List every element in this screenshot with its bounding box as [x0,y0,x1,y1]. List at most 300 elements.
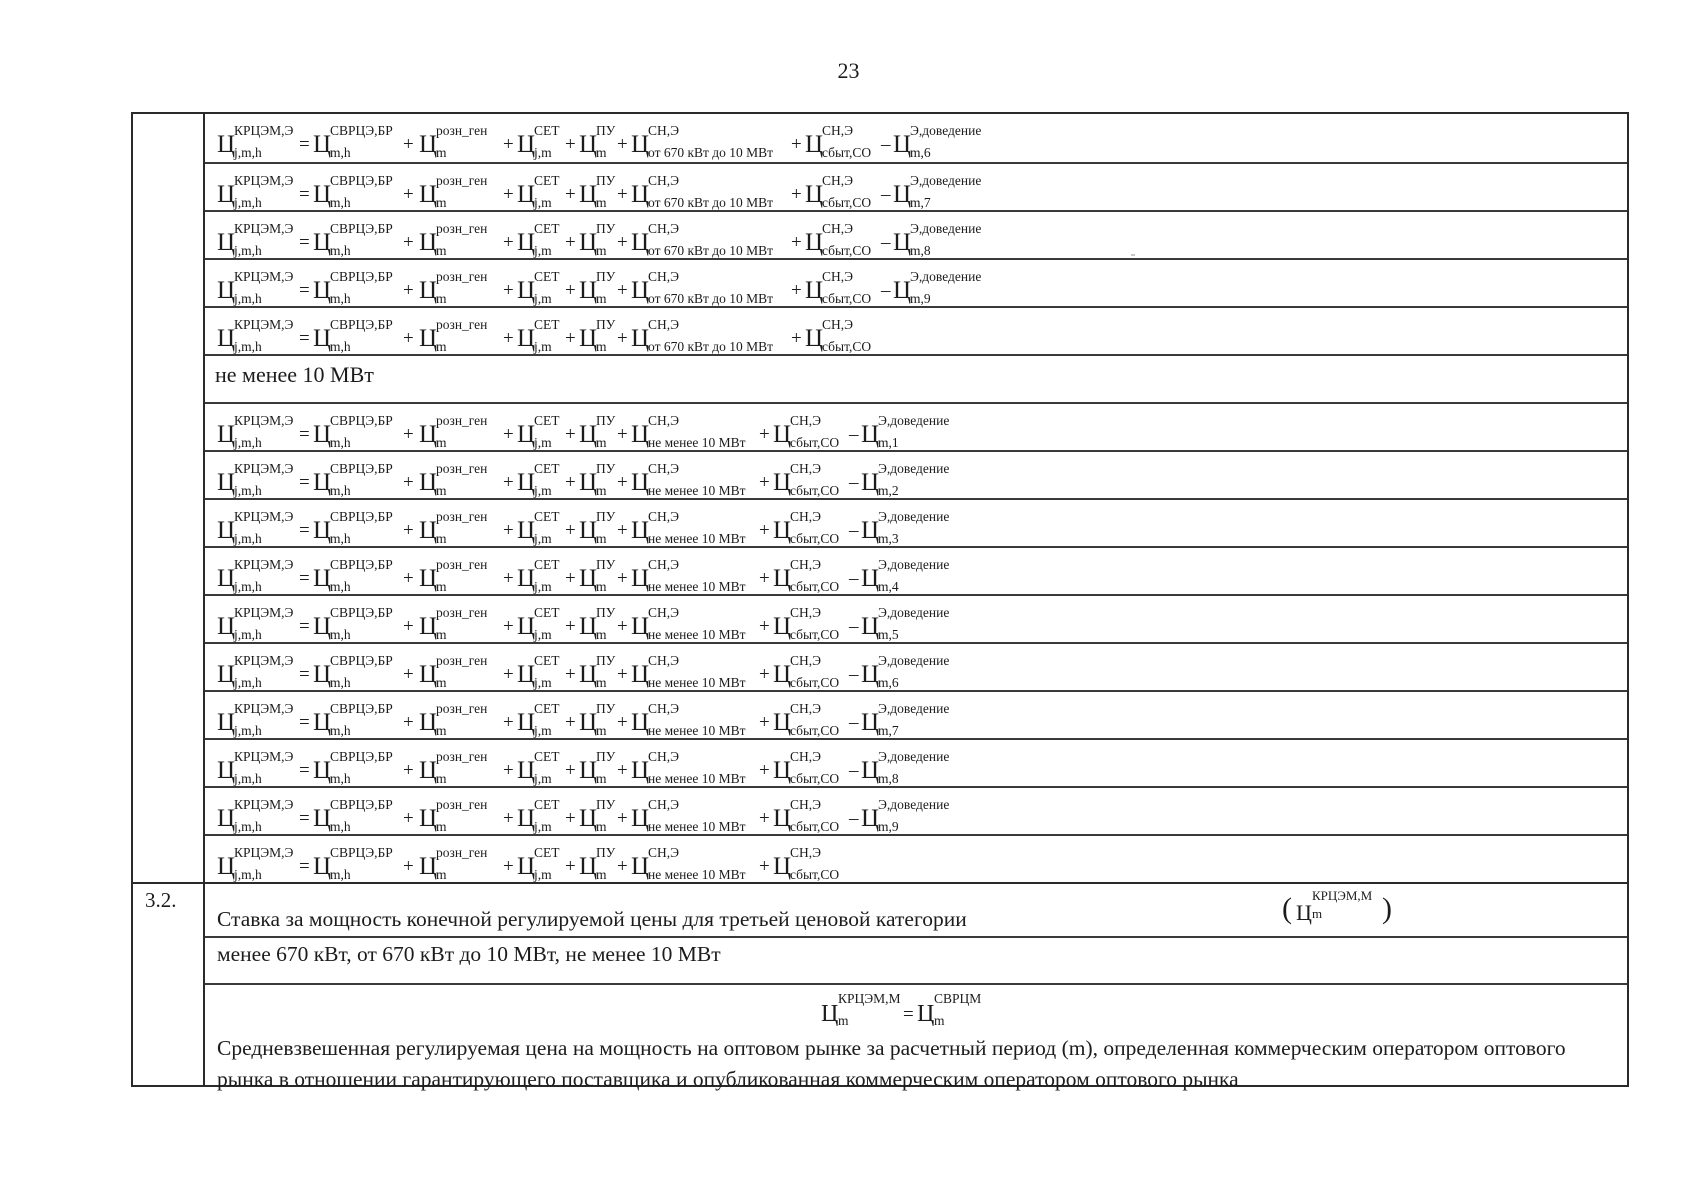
price-svr-sub: m,h [330,339,351,354]
price-rozn-base: Ц [419,709,438,736]
price-kr-base: Ц [217,181,236,208]
plus-sign: + [403,184,414,205]
price-sbyt-sub: сбыт,СО [790,483,840,498]
formula [213,260,1273,306]
formula-row [205,162,1627,210]
price-svr-sup: СВРЦЭ,БР [330,461,393,476]
price-sn-sup: СН,Э [648,269,680,284]
plus-sign: + [503,134,514,155]
price-set-sub: j,m [534,867,552,882]
plus-sign: + [791,232,802,253]
price-kr-sub: j,m,h [234,771,262,786]
price-dov-sup: Э,доведение [878,509,950,524]
price-kr-sub: j,m,h [234,291,262,306]
price-set-sub: j,m [534,435,552,450]
price-sn-sub: не менее 10 МВт [648,483,746,498]
price-pu-sub: m [596,145,607,160]
row-number-empty [133,114,205,882]
price-rozn-sub: m [436,771,447,786]
price-pu-base: Ц [579,805,598,832]
price-sbyt-base: Ц [773,421,792,448]
price-kr-sup: КРЦЭМ,Э [234,221,294,236]
price-sn-sub: от 670 кВт до 10 МВт [648,339,774,354]
price-rozn-sub: m [436,819,447,834]
plus-sign: + [791,280,802,301]
price-dov-base: Ц [861,565,880,592]
price-dov-base: Ц [861,469,880,496]
price-svr-base: Ц [313,517,332,544]
price-rozn-sub: m [436,291,447,306]
plus-sign: + [503,424,514,445]
price-rozn-sup: розн_ген [436,557,488,572]
plus-sign: + [617,280,628,301]
price-pu-sup: ПУ [596,509,616,524]
section-number: 3.2. [133,884,205,1085]
power-categories: менее 670 кВт, от 670 кВт до 10 МВт, не менее 10 МВт [205,936,1627,983]
price-sbyt-sub: сбыт,СО [790,771,840,786]
price-svr-base: Ц [313,805,332,832]
formula-row [205,594,1627,642]
price-sn-sup: СН,Э [648,845,680,860]
price-svr-sub: m,h [330,145,351,160]
price-svr-sub: m,h [330,771,351,786]
price-sn-base: Ц [631,325,650,352]
plus-sign: + [617,232,628,253]
price-sn-sub: не менее 10 МВт [648,867,746,882]
plus-sign: + [617,184,628,205]
price-sn-base: Ц [631,421,650,448]
price-svr-base: Ц [313,565,332,592]
price-set-sup: СЕТ [534,413,560,428]
price-sbyt-base: Ц [773,709,792,736]
price-dov-sub: m,7 [878,723,899,738]
price-dov-sub: m,8 [878,771,899,786]
plus-sign: + [403,472,414,493]
price-svr-base: Ц [313,661,332,688]
price-svr-sub: m,h [330,291,351,306]
price-dov-sub: m,3 [878,531,899,546]
price-pu-sup: ПУ [596,461,616,476]
price-rozn-base: Ц [419,469,438,496]
price-set-sub: j,m [534,771,552,786]
price-rozn-sub: m [436,483,447,498]
price-set-base: Ц [517,277,536,304]
plus-sign: + [759,616,770,637]
price-kr-sup: КРЦЭМ,Э [234,509,294,524]
price-pu-sup: ПУ [596,173,616,188]
price-set-sup: СЕТ [534,845,560,860]
def-price-left-sub: m [838,1013,849,1028]
plus-sign: + [565,232,576,253]
price-dov-sup: Э,доведение [910,173,982,188]
price-dov-sup: Э,доведение [878,557,950,572]
plus-sign: + [565,664,576,685]
price-dov-base: Ц [861,805,880,832]
price-set-sub: j,m [534,291,552,306]
equals-sign: = [299,616,310,637]
plus-sign: + [617,616,628,637]
price-sn-base: Ц [631,709,650,736]
price-kr-base: Ц [217,661,236,688]
price-dov-base: Ц [893,181,912,208]
price-set-base: Ц [517,853,536,880]
price-rozn-sub: m [436,867,447,882]
price-sbyt-sup: СН,Э [790,701,822,716]
price-kr-sub: j,m,h [234,435,262,450]
price-sn-sup: СН,Э [648,749,680,764]
plus-sign: + [503,472,514,493]
price-svr-sub: m,h [330,675,351,690]
price-sbyt-sub: сбыт,СО [790,675,840,690]
def-price-right-base: Ц [917,1001,935,1027]
plus-sign: + [503,232,514,253]
price-sn-base: Ц [631,565,650,592]
subheading-large: не менее 10 МВт [205,354,1627,402]
price-sn-base: Ц [631,277,650,304]
price-set-base: Ц [517,709,536,736]
price-kr-base: Ц [217,709,236,736]
price-dov-sub: m,7 [910,195,931,210]
formula-row [205,450,1627,498]
price-svr-sub: m,h [330,531,351,546]
price-set-base: Ц [517,325,536,352]
price-sn-sub: не менее 10 МВт [648,819,746,834]
price-kr-sub: j,m,h [234,145,262,160]
plus-sign: + [759,424,770,445]
price-dov-base: Ц [893,277,912,304]
plus-sign: + [759,568,770,589]
price-kr-sup: КРЦЭМ,Э [234,557,294,572]
price-svr-sub: m,h [330,435,351,450]
price-set-sup: СЕТ [534,701,560,716]
formula-row [205,642,1627,690]
price-kr-base: Ц [217,131,236,158]
formula-row [205,690,1627,738]
price-pu-base: Ц [579,661,598,688]
formula-row [205,258,1627,306]
price-rozn-sup: розн_ген [436,173,488,188]
price-set-sup: СЕТ [534,509,560,524]
price-sn-sub: от 670 кВт до 10 МВт [648,291,774,306]
price-sbyt-sup: СН,Э [822,123,854,138]
equals-sign: = [299,568,310,589]
price-svr-sup: СВРЦЭ,БР [330,557,393,572]
plus-sign: + [403,808,414,829]
formula [213,212,1273,258]
plus-sign: + [565,520,576,541]
price-dov-sup: Э,доведение [878,701,950,716]
plus-sign: + [565,712,576,733]
price-sn-sup: СН,Э [648,797,680,812]
price-dov-sup: Э,доведение [910,269,982,284]
price-kr-m-sup: КРЦЭМ,М [1312,888,1373,903]
equals-sign: = [299,712,310,733]
price-rozn-base: Ц [419,805,438,832]
minus-sign: – [881,280,891,301]
price-svr-sup: СВРЦЭ,БР [330,845,393,860]
price-sbyt-sup: СН,Э [790,605,822,620]
price-pu-base: Ц [579,517,598,544]
price-kr-sup: КРЦЭМ,Э [234,123,294,138]
price-sbyt-base: Ц [805,131,824,158]
formula-row [205,498,1627,546]
price-dov-base: Ц [861,661,880,688]
price-set-base: Ц [517,613,536,640]
price-rozn-base: Ц [419,181,438,208]
price-dov-sup: Э,доведение [878,797,950,812]
price-sbyt-base: Ц [773,757,792,784]
price-sn-sup: СН,Э [648,173,680,188]
price-rozn-base: Ц [419,853,438,880]
equals-sign: = [299,808,310,829]
plus-sign: + [617,472,628,493]
formula [213,500,1273,546]
minus-sign: – [881,134,891,155]
plus-sign: + [759,520,770,541]
price-svr-sub: m,h [330,723,351,738]
price-svr-base: Ц [313,709,332,736]
price-pu-sup: ПУ [596,269,616,284]
price-set-sup: СЕТ [534,461,560,476]
plus-sign: + [403,520,414,541]
price-sbyt-base: Ц [805,325,824,352]
price-pu-sup: ПУ [596,413,616,428]
price-rozn-sup: розн_ген [436,605,488,620]
price-pu-sub: m [596,435,607,450]
price-rozn-sup: розн_ген [436,221,488,236]
price-svr-sup: СВРЦЭ,БР [330,749,393,764]
price-svr-base: Ц [313,757,332,784]
plus-sign: + [403,760,414,781]
equals-sign: = [299,184,310,205]
def-price-right-sub: m [934,1013,945,1028]
plus-sign: + [403,664,414,685]
minus-sign: – [849,520,859,541]
price-set-sup: СЕТ [534,269,560,284]
formula-row [205,306,1627,354]
formula-row [205,114,1627,162]
plus-sign: + [503,712,514,733]
formula [213,308,1273,354]
price-set-sub: j,m [534,723,552,738]
equals-sign: = [299,328,310,349]
price-pu-base: Ц [579,181,598,208]
price-sbyt-sup: СН,Э [790,461,822,476]
price-set-sub: j,m [534,675,552,690]
equals-sign: = [299,424,310,445]
plus-sign: + [759,664,770,685]
price-kr-sup: КРЦЭМ,Э [234,797,294,812]
minus-sign: – [881,232,891,253]
price-sn-sup: СН,Э [648,653,680,668]
price-kr-sup: КРЦЭМ,Э [234,269,294,284]
price-sn-sup: СН,Э [648,509,680,524]
price-sbyt-sub: сбыт,СО [822,243,872,258]
price-sbyt-sup: СН,Э [822,269,854,284]
plus-sign: + [503,616,514,637]
plus-sign: + [617,520,628,541]
price-set-sup: СЕТ [534,653,560,668]
plus-sign: + [503,328,514,349]
price-dov-sup: Э,доведение [878,461,950,476]
plus-sign: + [403,328,414,349]
formula-row [205,210,1627,258]
price-svr-base: Ц [313,469,332,496]
price-dov-sub: m,9 [910,291,931,306]
price-set-base: Ц [517,469,536,496]
plus-sign: + [617,856,628,877]
formula [213,836,1273,882]
price-kr-base: Ц [217,325,236,352]
price-svr-sup: СВРЦЭ,БР [330,221,393,236]
plus-sign: + [617,568,628,589]
price-sn-sub: от 670 кВт до 10 МВт [648,243,774,258]
price-sn-sub: не менее 10 МВт [648,723,746,738]
price-rozn-base: Ц [419,421,438,448]
price-rozn-base: Ц [419,229,438,256]
price-sn-base: Ц [631,613,650,640]
price-pu-sup: ПУ [596,317,616,332]
price-kr-sup: КРЦЭМ,Э [234,317,294,332]
price-dov-sub: m,1 [878,435,899,450]
plus-sign: + [565,616,576,637]
formula-column [205,114,1627,882]
minus-sign: – [849,472,859,493]
price-svr-base: Ц [313,613,332,640]
plus-sign: + [791,134,802,155]
price-dov-sub: m,9 [878,819,899,834]
price-svr-sub: m,h [330,483,351,498]
price-pu-base: Ц [579,277,598,304]
price-sbyt-base: Ц [805,277,824,304]
minus-sign: – [849,712,859,733]
price-svr-base: Ц [313,325,332,352]
price-kr-sub: j,m,h [234,867,262,882]
formula [213,740,1273,786]
minus-sign: – [849,424,859,445]
price-rozn-base: Ц [419,757,438,784]
price-sbyt-sub: сбыт,СО [822,195,872,210]
price-sn-sup: СН,Э [648,123,680,138]
plus-sign: + [503,280,514,301]
price-svr-sup: СВРЦЭ,БР [330,317,393,332]
price-kr-base: Ц [217,517,236,544]
plus-sign: + [617,134,628,155]
price-sn-base: Ц [631,131,650,158]
plus-sign: + [565,760,576,781]
price-svr-sub: m,h [330,579,351,594]
price-svr-sup: СВРЦЭ,БР [330,123,393,138]
plus-sign: + [565,568,576,589]
plus-sign: + [503,520,514,541]
price-set-sup: СЕТ [534,797,560,812]
plus-sign: + [403,424,414,445]
formula-row [205,738,1627,786]
price-rozn-sub: m [436,243,447,258]
price-pu-base: Ц [579,853,598,880]
price-sn-sup: СН,Э [648,413,680,428]
price-sbyt-base: Ц [773,661,792,688]
price-svr-sup: СВРЦЭ,БР [330,269,393,284]
plus-sign: + [617,712,628,733]
price-sbyt-base: Ц [773,469,792,496]
price-rozn-sup: розн_ген [436,509,488,524]
formula [213,788,1273,834]
plus-sign: + [403,616,414,637]
plus-sign: + [565,280,576,301]
price-sbyt-sup: СН,Э [790,845,822,860]
price-sbyt-sub: сбыт,СО [790,531,840,546]
price-rozn-sub: m [436,579,447,594]
price-sn-base: Ц [631,229,650,256]
equals-sign: = [299,760,310,781]
equals-sign: = [299,472,310,493]
price-dov-sup: Э,доведение [878,413,950,428]
price-pu-base: Ц [579,229,598,256]
plus-sign: + [565,856,576,877]
price-svr-sub: m,h [330,195,351,210]
price-sbyt-base: Ц [773,613,792,640]
price-rozn-sub: m [436,627,447,642]
def-price-left-sup: КРЦЭМ,М [838,991,901,1006]
plus-sign: + [565,134,576,155]
price-sbyt-sub: сбыт,СО [790,723,840,738]
price-kr-base: Ц [217,229,236,256]
price-sbyt-sub: сбыт,СО [790,867,840,882]
price-dov-sub: m,2 [878,483,899,498]
price-pu-base: Ц [579,469,598,496]
price-pu-sub: m [596,195,607,210]
price-kr-base: Ц [217,757,236,784]
price-dov-base: Ц [861,757,880,784]
price-sbyt-sup: СН,Э [822,173,854,188]
price-rozn-sup: розн_ген [436,413,488,428]
price-svr-base: Ц [313,421,332,448]
equals-sign: = [299,664,310,685]
price-dov-sub: m,6 [878,675,899,690]
price-kr-sub: j,m,h [234,531,262,546]
plus-sign: + [617,328,628,349]
price-sbyt-sub: сбыт,СО [790,627,840,642]
plus-sign: + [503,184,514,205]
price-sbyt-base: Ц [773,853,792,880]
plus-sign: + [565,424,576,445]
price-sn-sup: СН,Э [648,605,680,620]
price-sbyt-sub: сбыт,СО [790,579,840,594]
price-sbyt-base: Ц [805,229,824,256]
price-set-sup: СЕТ [534,317,560,332]
price-sn-base: Ц [631,469,650,496]
price-kr-base: Ц [217,613,236,640]
price-pu-sup: ПУ [596,749,616,764]
price-sn-sup: СН,Э [648,557,680,572]
price-dov-base: Ц [893,131,912,158]
price-svr-base: Ц [313,131,332,158]
price-sbyt-base: Ц [773,517,792,544]
price-kr-sub: j,m,h [234,195,262,210]
price-rozn-sup: розн_ген [436,701,488,716]
price-kr-sub: j,m,h [234,243,262,258]
price-rozn-base: Ц [419,131,438,158]
formula [213,114,1273,160]
price-dov-sup: Э,доведение [910,123,982,138]
plus-sign: + [403,712,414,733]
price-dov-sup: Э,доведение [878,749,950,764]
price-rozn-base: Ц [419,325,438,352]
price-sn-sup: СН,Э [648,461,680,476]
plus-sign: + [565,472,576,493]
plus-sign: + [503,664,514,685]
